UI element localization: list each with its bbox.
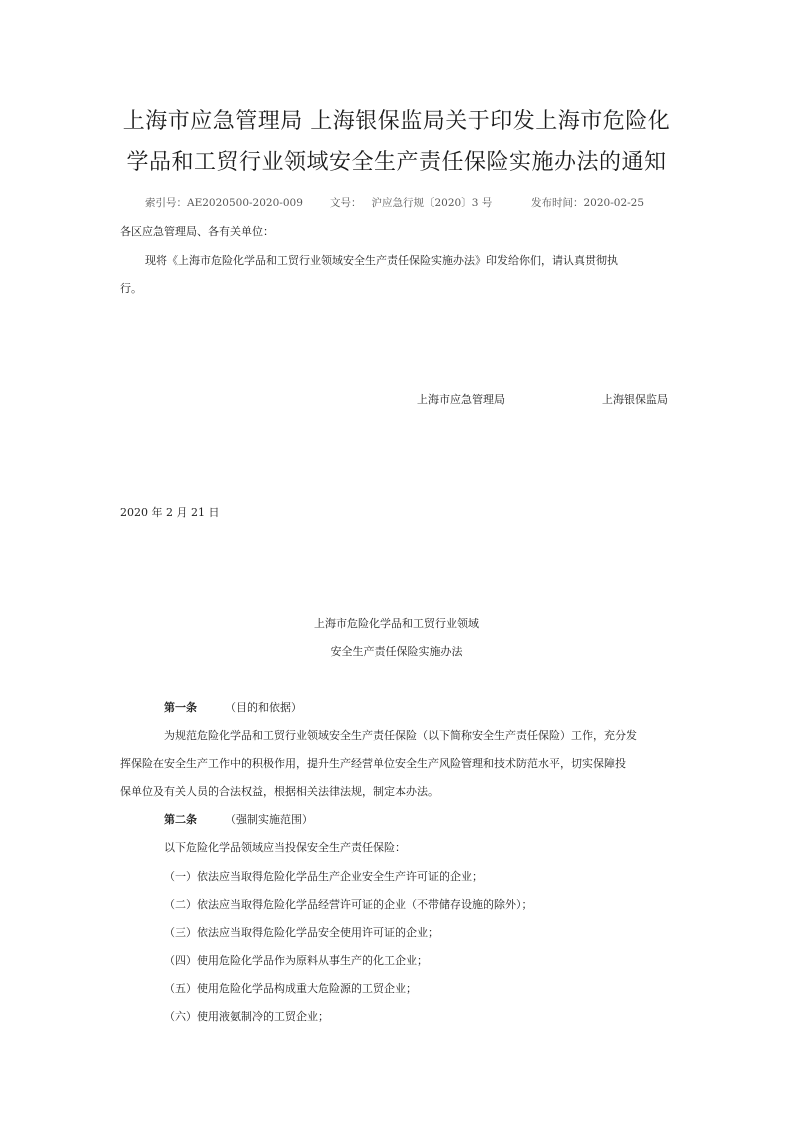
signer-emergency-bureau: 上海市应急管理局 — [417, 393, 505, 406]
meta-index — [145, 195, 303, 210]
list-item: （六）使用液氨制冷的工贸企业； — [164, 1010, 329, 1023]
article-2-label: 第二条 — [164, 813, 197, 826]
article-2-heading — [164, 811, 313, 827]
list-item: （五）使用危险化学品构成重大危险源的工贸企业； — [164, 982, 417, 995]
body-paragraph-line-2: 行。 — [120, 282, 142, 295]
meta-date — [531, 195, 644, 210]
article-1-line-1: 为规范危险化学品和工贸行业领域安全生产责任保险（以下简称安全生产责任保险）工作，充分发 — [164, 729, 637, 742]
meta-date-value: 2020-02-25 — [583, 197, 645, 209]
sign-date: 2020 年 2 月 21 日 — [120, 506, 220, 519]
list-item: （二）依法应当取得危险化学品经营许可证的企业（不带储存设施的除外）； — [164, 898, 533, 911]
list-item: （三）依法应当取得危险化学品安全使用许可证的企业； — [164, 926, 439, 939]
document-title-line-1: 上海市应急管理局 上海银保监局关于印发上海市危险化 — [122, 109, 671, 134]
article-1-line-3: 保单位及有关人员的合法权益，根据相关法律法规，制定本办法。 — [120, 785, 439, 798]
article-2-title: （强制实施范围） — [225, 813, 313, 826]
meta-index-value: AE2020500-2020-009 — [187, 197, 303, 209]
meta-index-label: 索引号： — [145, 197, 187, 209]
recipients: 各区应急管理局、各有关单位： — [120, 225, 274, 238]
list-item: （一）依法应当取得危险化学品生产企业安全生产许可证的企业； — [164, 870, 483, 883]
meta-docno-label: 文号： — [330, 197, 362, 209]
meta-docno — [330, 195, 492, 210]
article-1-title: （目的和依据） — [225, 701, 302, 714]
article-1-label: 第一条 — [164, 701, 197, 714]
list-item: （四）使用危险化学品作为原料从事生产的化工企业； — [164, 954, 428, 967]
article-1-line-2: 挥保险在安全生产工作中的积极作用，提升生产经营单位安全生产风险管理和技术防范水平，切实保障投 — [120, 757, 626, 770]
meta-date-label: 发布时间： — [531, 197, 584, 209]
signer-cbirc-shanghai: 上海银保监局 — [602, 393, 668, 406]
attachment-title-line-1: 上海市危险化学品和工贸行业领域 — [314, 617, 479, 630]
meta-docno-value: 沪应急行规〔2020〕3 号 — [371, 197, 493, 209]
article-2-intro: 以下危险化学品领域应当投保安全生产责任保险： — [164, 841, 406, 854]
article-1-heading — [164, 699, 302, 715]
document-title-line-2: 学品和工贸行业领域安全生产责任保险实施办法的通知 — [126, 150, 667, 175]
body-paragraph-line-1: 现将《上海市危险化学品和工贸行业领域安全生产责任保险实施办法》印发给你们，请认真贯彻执 — [145, 254, 618, 267]
attachment-title-line-2: 安全生产责任保险实施办法 — [330, 645, 463, 658]
